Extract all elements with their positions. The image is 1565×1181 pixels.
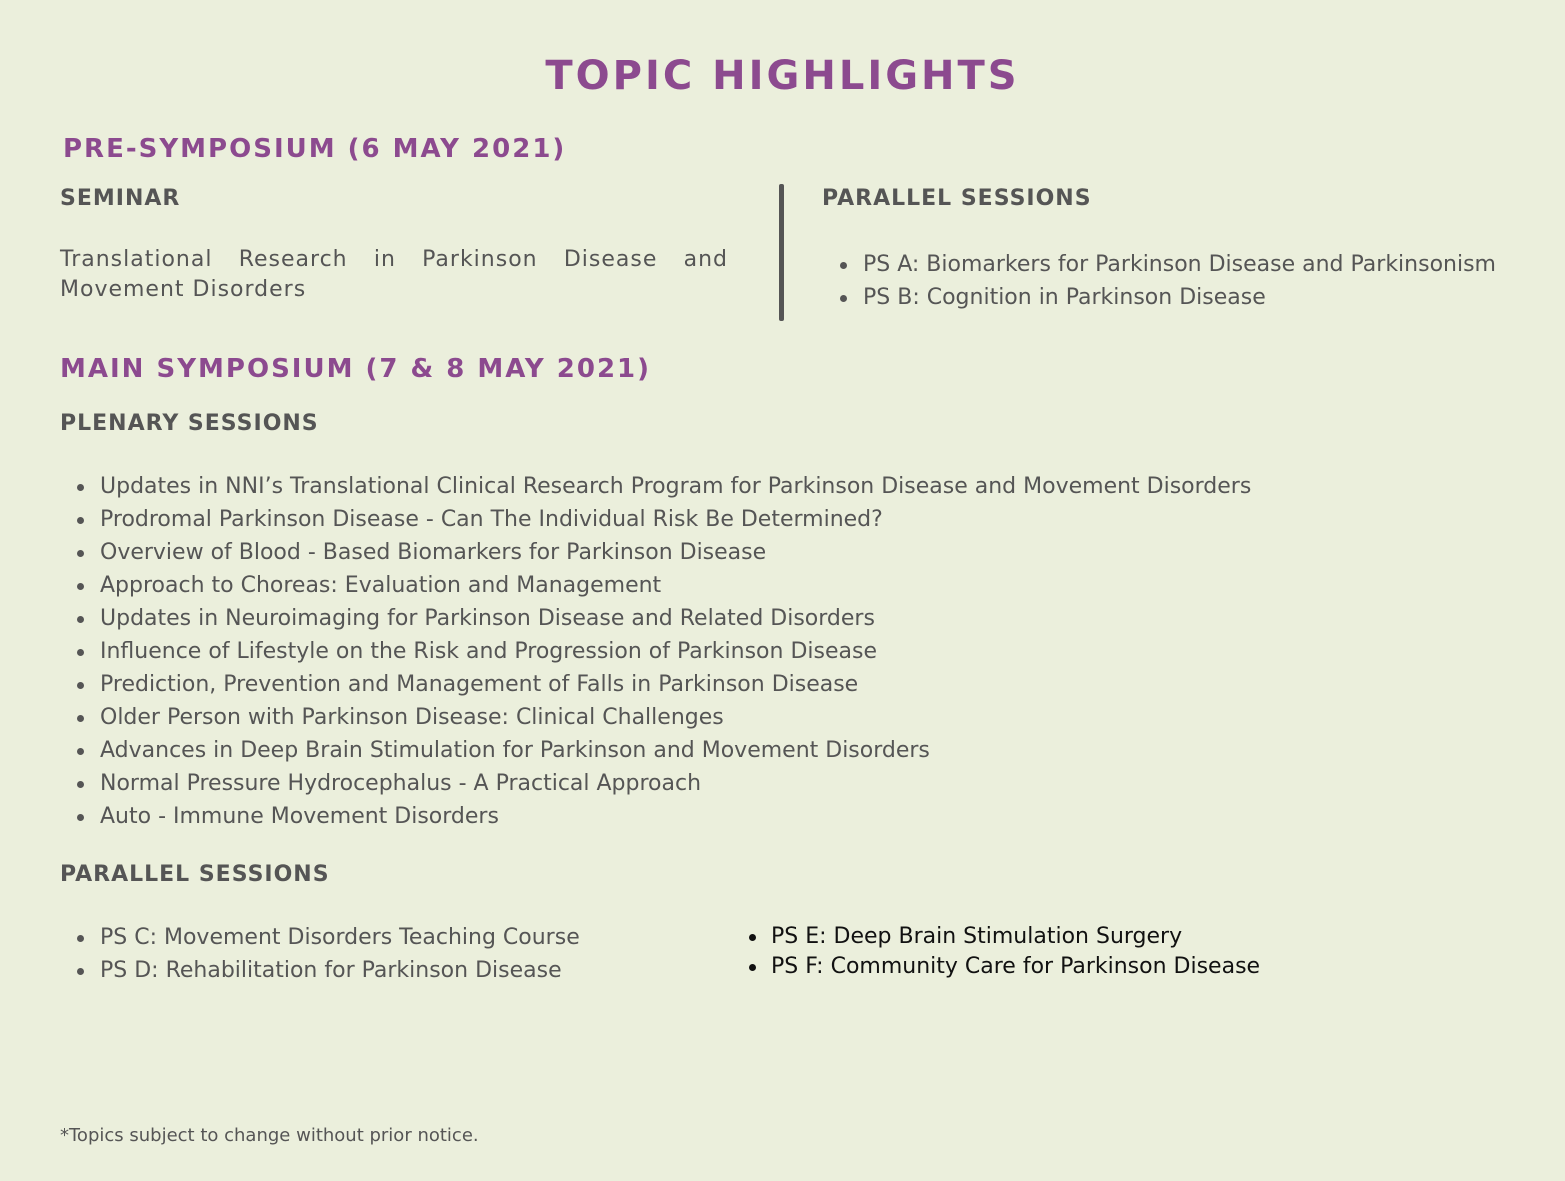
- list-item: PS C: Movement Disorders Teaching Course: [60, 921, 580, 954]
- bullet-icon: [77, 550, 84, 557]
- pre-parallel-list: [823, 248, 1496, 314]
- bullet-icon: [77, 968, 84, 975]
- main-parallel-heading: PARALLEL SESSIONS: [60, 862, 330, 887]
- list-item: Prediction, Prevention and Management of Falls in Parkinson Disease: [60, 668, 1251, 701]
- footnote: *Topics subject to change without prior notice.: [60, 1125, 479, 1146]
- bullet-icon: [749, 964, 756, 971]
- bullet-icon: [77, 649, 84, 656]
- list-item: Prodromal Parkinson Disease - Can The Individual Risk Be Determined?: [60, 503, 1251, 536]
- seminar-text: Translational Research in Parkinson Disease and Movement Disorders: [60, 247, 728, 302]
- list-item: Auto - Immune Movement Disorders: [60, 800, 1251, 833]
- page-title: TOPIC HIGHLIGHTS: [545, 53, 1020, 99]
- list-item: Overview of Blood - Based Biomarkers for Parkinson Disease: [60, 536, 1251, 569]
- list-item: Approach to Choreas: Evaluation and Management: [60, 569, 1251, 602]
- list-item: PS F: Community Care for Parkinson Disease: [736, 952, 1260, 982]
- plenary-list: [60, 470, 1251, 833]
- column-divider: [779, 184, 784, 321]
- list-item: PS B: Cognition in Parkinson Disease: [823, 281, 1496, 314]
- list-item: Updates in Neuroimaging for Parkinson Disease and Related Disorders: [60, 602, 1251, 635]
- bullet-icon: [840, 262, 847, 269]
- list-item: PS E: Deep Brain Stimulation Surgery: [736, 922, 1260, 952]
- bullet-icon: [77, 748, 84, 755]
- plenary-heading: PLENARY SESSIONS: [60, 411, 319, 436]
- bullet-icon: [77, 935, 84, 942]
- bullet-icon: [77, 715, 84, 722]
- main-parallel-list-right: [736, 922, 1260, 982]
- pre-symposium-heading: PRE-SYMPOSIUM (6 MAY 2021): [63, 134, 567, 164]
- list-item: PS D: Rehabilitation for Parkinson Disease: [60, 954, 580, 987]
- bullet-icon: [749, 934, 756, 941]
- bullet-icon: [77, 814, 84, 821]
- seminar-heading: SEMINAR: [60, 186, 181, 211]
- list-item: Older Person with Parkinson Disease: Clinical Challenges: [60, 701, 1251, 734]
- list-item: Updates in NNI’s Translational Clinical Research Program for Parkinson Disease and Movement Disorders: [60, 470, 1251, 503]
- bullet-icon: [77, 781, 84, 788]
- list-item: PS A: Biomarkers for Parkinson Disease and Parkinsonism: [823, 248, 1496, 281]
- list-item: Advances in Deep Brain Stimulation for Parkinson and Movement Disorders: [60, 734, 1251, 767]
- pre-parallel-heading: PARALLEL SESSIONS: [822, 186, 1092, 211]
- main-symposium-heading: MAIN SYMPOSIUM (7 & 8 MAY 2021): [60, 354, 652, 384]
- list-item: Influence of Lifestyle on the Risk and Progression of Parkinson Disease: [60, 635, 1251, 668]
- bullet-icon: [77, 616, 84, 623]
- main-parallel-list-left: [60, 921, 580, 987]
- bullet-icon: [77, 682, 84, 689]
- bullet-icon: [77, 517, 84, 524]
- bullet-icon: [77, 484, 84, 491]
- bullet-icon: [840, 295, 847, 302]
- bullet-icon: [77, 583, 84, 590]
- list-item: Normal Pressure Hydrocephalus - A Practical Approach: [60, 767, 1251, 800]
